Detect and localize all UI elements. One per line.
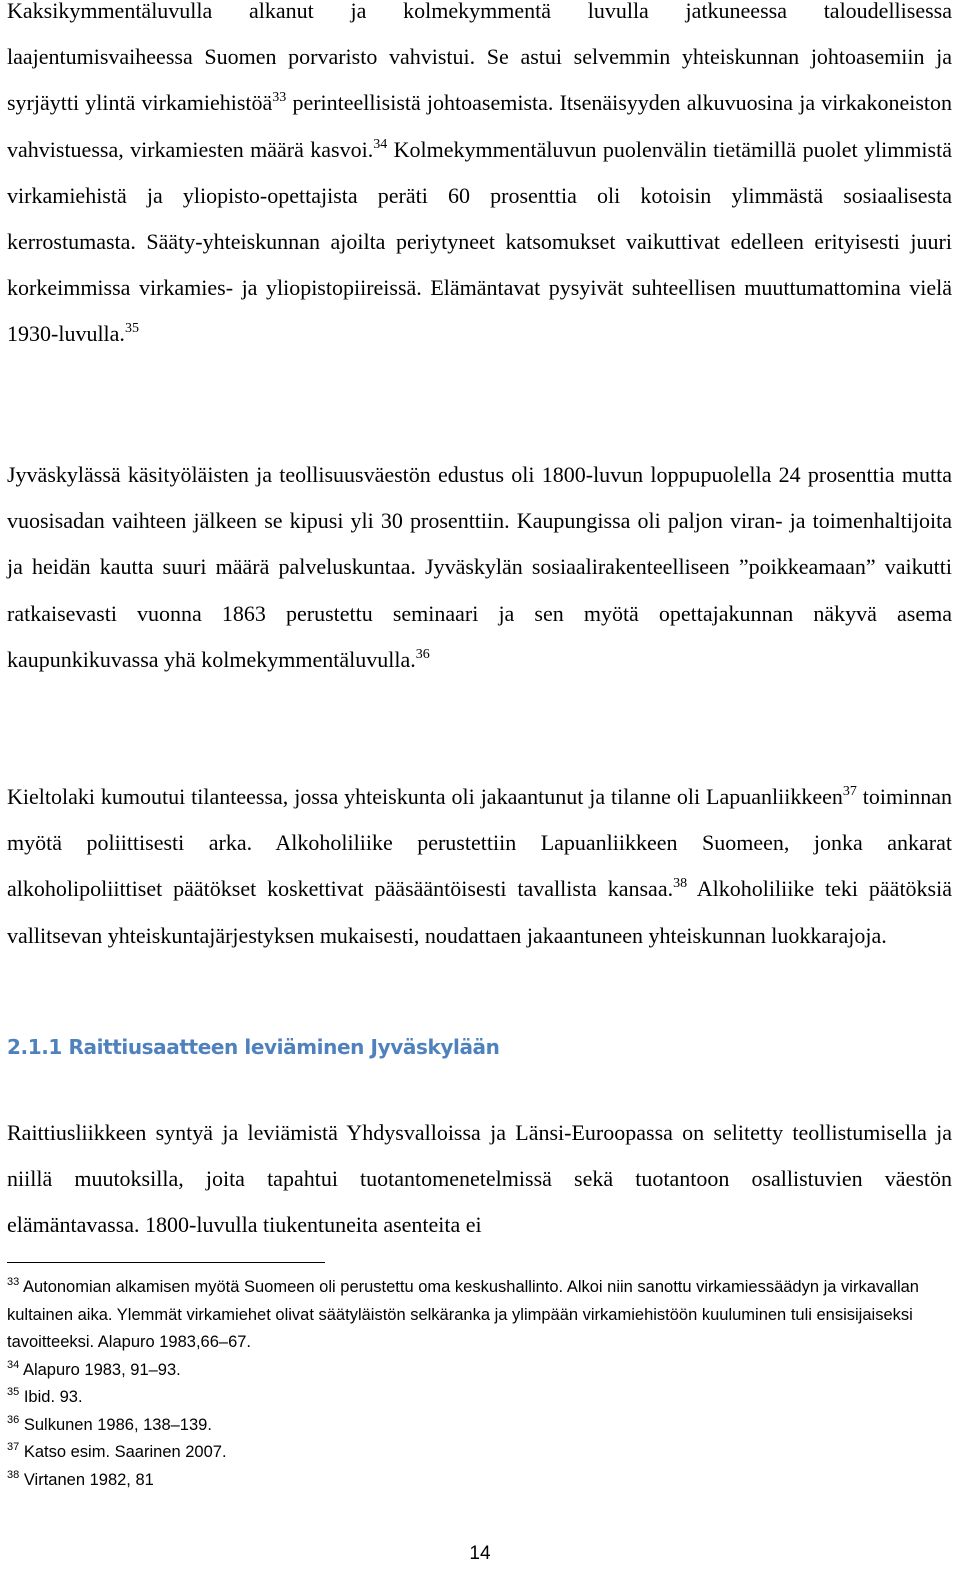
paragraph-text: Kieltolaki kumoutui tilanteessa, jossa yhteiskunta oli jakaantunut ja tilanne oli Lapuanliikkeen (7, 784, 843, 809)
footnote-separator (7, 1262, 325, 1263)
section-heading: 2.1.1 Raittiusaatteen leviäminen Jyväskylään (7, 1035, 500, 1059)
footnote-ref: 38 (673, 876, 688, 892)
footnote-38 (7, 1467, 952, 1495)
paragraph-text: Alkoholiliike teki päätöksiä vallitsevan yhteiskuntajärjestyksen mukaisesti, noudattaen jakaantuneen yhteiskunnan luokkarajoja. (7, 876, 952, 948)
footnote-number: 33 (7, 1276, 20, 1288)
footnote-text: Autonomian alkamisen myötä Suomeen oli perustettu oma keskushallinto. Alkoi niin sanottu virkamiessäädyn ja virkavallan kultainen aika. Ylemmät virkamiehet olivat säätyläistön selkäranka ja ylimpään virkamiehistöön kuuluminen tuli ensisijaiseksi tavoitteeksi. Alapuro 1983,66–67. (7, 1278, 919, 1351)
footnote-number: 36 (7, 1413, 20, 1426)
footnote-33 (7, 1274, 952, 1357)
footnote-text: Katso esim. Saarinen 2007. (23, 1443, 227, 1461)
footnote-ref: 35 (124, 321, 139, 337)
footnote-37 (7, 1439, 952, 1467)
footnote-34 (7, 1357, 952, 1385)
paragraph-text: Raittiusliikkeen syntyä ja leviämistä Yhdysvalloissa ja Länsi-Euroopassa on selitetty teollistumisella ja niillä muutoksilla, joita tapahtui tuotantomenetelmissä sekä tuotantoon osallistuvien väestön elämäntavassa. 1800-luvulla tiukentuneita asenteita ei (7, 1120, 952, 1238)
paragraph-text: Kolmekymmentäluvun puolenvälin tietämillä puolet ylimmistä virkamiehistä ja yliopisto-opettajista peräti 60 prosenttia oli kotoisin ylimmästä sosiaalisesta kerrostumasta. Sääty-yhteiskunnan ajoilta periytyneet katsomukset vaikuttivat edelleen erityisesti juuri korkeimmissa virkamies- ja yliopistopiireissä. Elämäntavat pysyivät suhteellisen muuttumattomina vielä 1930-luvulla. (7, 136, 952, 347)
footnote-number: 37 (7, 1441, 20, 1453)
footnote-ref: 36 (415, 646, 430, 662)
paragraph-jyvaskyla (7, 452, 952, 683)
footnote-number: 35 (7, 1386, 20, 1398)
page-number: 14 (469, 1543, 491, 1564)
footnote-number: 38 (7, 1468, 20, 1481)
paragraph-text: Jyväskylässä käsityöläisten ja teollisuusväestön edustus oli 1800-luvun loppupuolella 24 prosenttia mutta vuosisadan vaihteen jälkeen se kipusi yli 30 prosenttiin. Kaupungissa oli paljon viran- ja toimenhaltijoita ja heidän kautta suuri määrä palveluskuntaa. Jyväskylän sosiaalirakenteelliseen ”poikkeamaan” vaikutti ratkaisevasti vuonna 1863 perustettu seminaari ja sen myötä opettajakunnan näkyvä asema kaupunkikuvassa yhä kolmekymmentäluvulla. (7, 462, 952, 672)
paragraph-text: perinteellisistä johtoasemista. Itsenäisyyden alkuvuosina ja virkakoneiston vahvistuessa, virkamiesten määrä kasvoi. (7, 90, 953, 162)
footnote-ref: 34 (373, 136, 388, 152)
paragraph-text: toiminnan myötä poliittisesti arka. Alkoholiliike perustettiin Lapuanliikkeen Suomeen, jonka ankarat alkoholipoliittiset päätökset koskettivat pääsääntöisesti tavallista kansaa. (7, 784, 953, 902)
footnotes (7, 1274, 952, 1494)
paragraph-raittiusliike (7, 1110, 952, 1249)
footnote-number: 34 (7, 1358, 20, 1371)
footnote-text: Sulkunen 1986, 138–139. (23, 1415, 212, 1434)
footnote-text: Virtanen 1982, 81 (23, 1470, 154, 1489)
footnote-text: Ibid. 93. (23, 1388, 83, 1406)
paragraph-porvaristo (7, 0, 952, 358)
footnote-text: Alapuro 1983, 91–93. (22, 1360, 181, 1379)
footnote-ref: 37 (842, 784, 857, 799)
paragraph-kieltolaki (7, 774, 952, 959)
paragraph-text: Kaksikymmentäluvulla alkanut ja kolmekymmentä luvulla jatkuneessa taloudellisessa laajentumisvaiheessa Suomen porvaristo vahvistui. Se astui selvemmin yhteiskunnan johtoasemiin ja syrjäytti ylintä virkamiehistöä (7, 0, 952, 116)
footnote-ref: 33 (272, 90, 287, 106)
footnote-36 (7, 1412, 952, 1440)
footnote-35 (7, 1384, 952, 1412)
